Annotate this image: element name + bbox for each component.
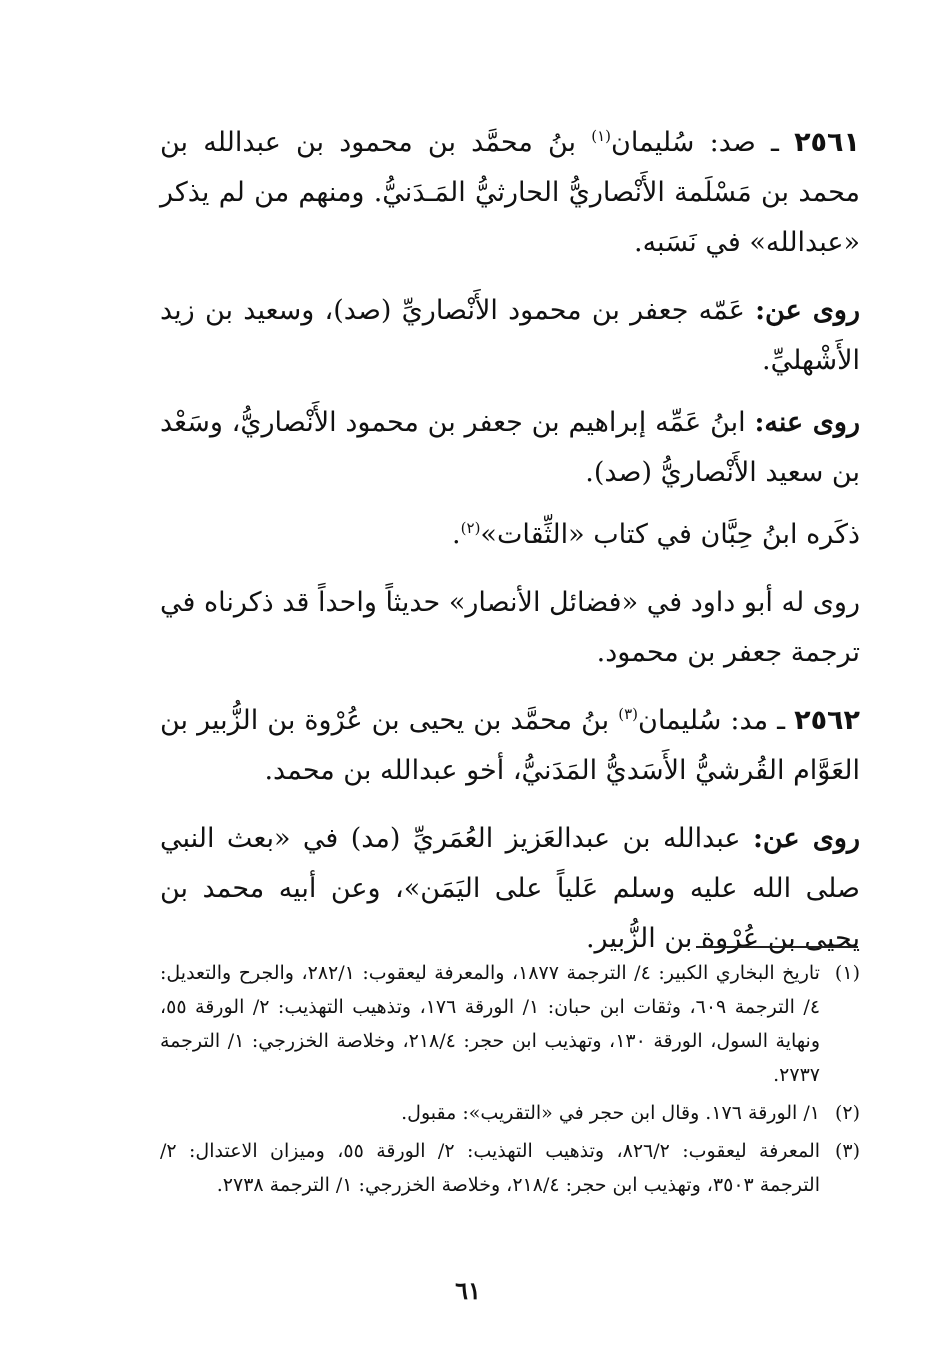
footnote-number: (٢)	[834, 1102, 860, 1124]
footnote-ref[interactable]: (٣)	[618, 705, 638, 723]
narrated-from-label: روى عن:	[755, 295, 860, 326]
entry-number: ٢٥٦٢	[794, 705, 861, 736]
footnote-ref[interactable]: (١)	[591, 127, 612, 145]
narrated-by-label: روى عنه:	[754, 407, 861, 438]
narrated-from-label: روى عن:	[752, 823, 860, 854]
footnote-text: تاريخ البخاري الكبير: ٤/ الترجمة ١٨٧٧، والمعرفة ليعقوب: ٢٨٢/١، والجرح والتعديل: ٤/ الترجمة ٦٠٩، وثقات ابن حبان: ١/ الورقة ١٧٦، وتذهيب التهذيب: ٢/ الورقة ٥٥، ونهاية السول، الورقة ١٣٠، وتهذيب ابن حجر: ٢١٨/٤، وخلاصة الخزرجي: ١/ الترجمة ٢٧٣٧.	[160, 962, 821, 1086]
footnote-separator	[696, 946, 858, 948]
entry-dash: ـ	[755, 127, 795, 158]
entry-code: صد	[718, 127, 756, 158]
footnotes	[160, 956, 860, 1206]
footnote-number: (٣)	[834, 1140, 861, 1162]
entry-lineage: بنُ محمَّد بن محمود بن عبدالله بن محمد بن مَسْلَمة الأَنْصاريُّ الحارثيُّ المَـدَنيُّ. ومنهم من لم يذكر «عبدالله» في نَسَبه.	[160, 127, 860, 258]
narrated-from-paragraph	[160, 814, 860, 964]
thiqat-end: .	[452, 519, 461, 550]
main-text	[160, 118, 860, 964]
footnote-3	[160, 1134, 860, 1202]
footnote-1	[160, 956, 860, 1092]
footnote-text: المعرفة ليعقوب: ٨٢٦/٢، وتذهيب التهذيب: ٢/ الورقة ٥٥، وميزان الاعتدال: ٢/ الترجمة ٣٥٠٣، وتهذيب ابن حجر: ٢١٨/٤، وخلاصة الخزرجي: ١/ الترجمة ٢٧٣٨.	[160, 1140, 821, 1196]
narrated-from-text: عَمّه جعفر بن محمود الأَنْصاريِّ (صد)، وسعيد بن زيد الأَشْهليِّ.	[160, 295, 860, 376]
entry-2562	[160, 696, 860, 964]
page-number: ٦١	[455, 1276, 481, 1305]
entry-lineage: بنُ محمَّد بن يحيى بن عُرْوة بن الزُّبير بن العَوَّام القُرشيُّ الأَسَديُّ المَدَنيُّ، أخو عبدالله بن محمد.	[160, 705, 860, 786]
abu-dawud-paragraph: روى له أبو داود في «فضائل الأنصار» حديثاً واحداً قد ذكرناه في ترجمة جعفر بن محمود.	[160, 587, 860, 668]
thiqat-text: ذكَره ابنُ حِبَّان في كتاب «الثِّقات»	[480, 519, 860, 550]
narrated-by-paragraph	[160, 398, 860, 498]
entry-number: ٢٥٦١	[794, 127, 860, 158]
entry-code: مد	[739, 705, 769, 736]
entry-name: : سُليمان	[637, 705, 740, 736]
entry-name: : سُليمان	[611, 127, 719, 158]
footnote-ref[interactable]: (٢)	[460, 519, 481, 537]
narrated-by-text: ابنُ عَمِّه إبراهيم بن جعفر بن محمود الأَنْصاريُّ، وسَعْد بن سعيد الأَنْصاريُّ (صد).	[160, 407, 860, 488]
entry-heading-paragraph	[160, 696, 860, 796]
entry-2561	[160, 118, 860, 678]
footnote-2	[160, 1096, 860, 1130]
entry-dash: ـ	[768, 705, 795, 736]
narrated-from-text: عبدالله بن عبدالعَزيز العُمَريِّ (مد) في «بعث النبي صلى الله عليه وسلم عَلياً على اليَمَن»، وعن أبيه محمد بن يحيى بن عُرْوة بن الزُّبير.	[160, 823, 860, 954]
thiqat-paragraph	[160, 510, 860, 560]
narrated-from-paragraph	[160, 286, 860, 386]
footnote-text: ١/ الورقة ١٧٦. وقال ابن حجر في «التقريب»: مقبول.	[401, 1102, 820, 1124]
entry-heading-paragraph	[160, 118, 860, 268]
footnote-number: (١)	[834, 962, 860, 984]
